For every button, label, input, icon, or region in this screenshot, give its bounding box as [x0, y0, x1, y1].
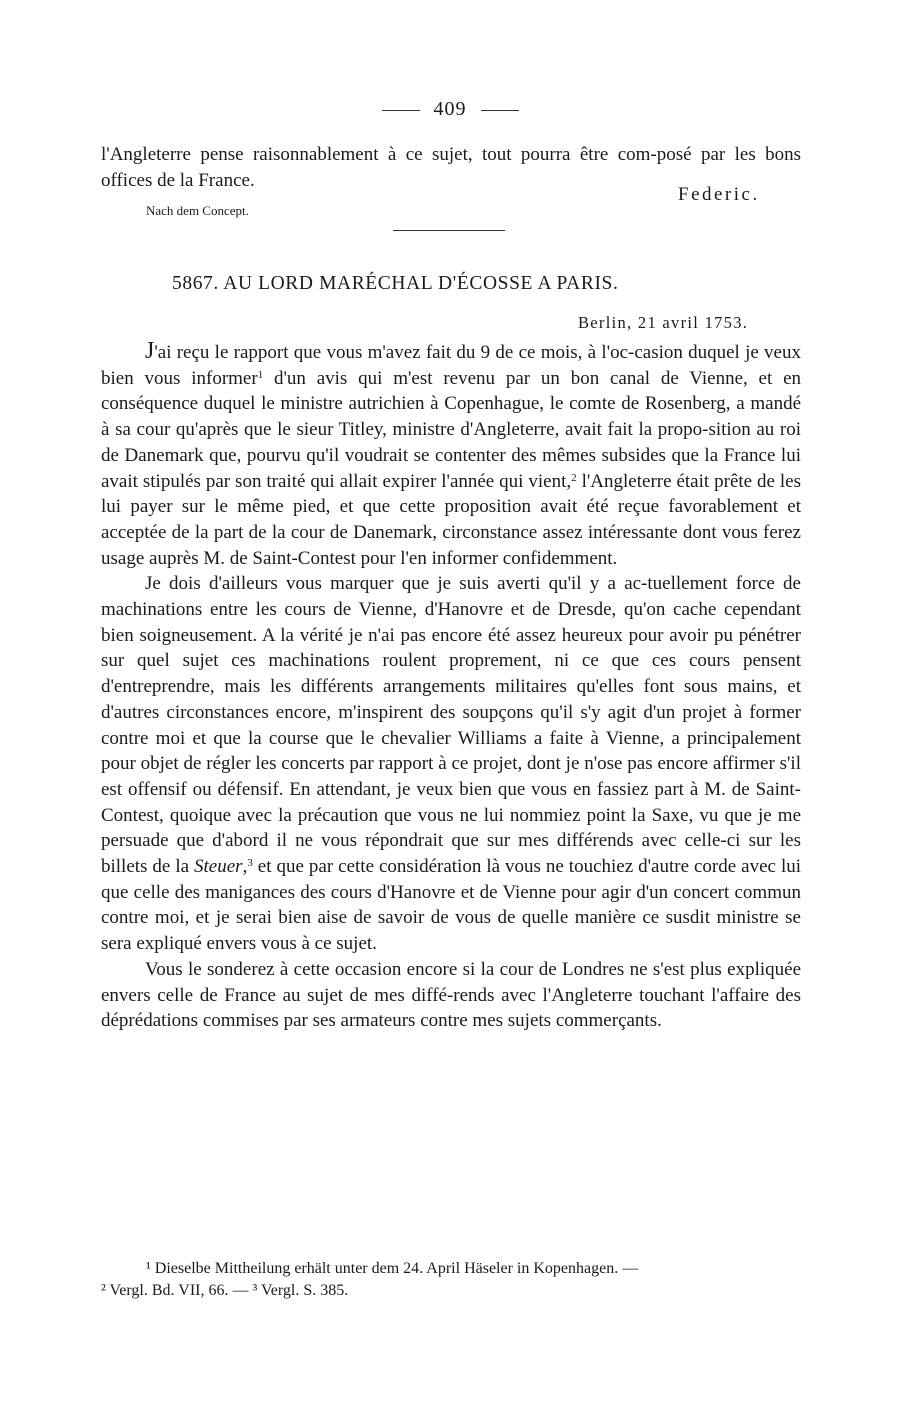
letter-body: [101, 339, 801, 1034]
paragraph-1-part-b: d'un avis qui m'est revenu par un bon canal de Vienne, et en conséquence duquel le ministre autrichien à Copenhague, le comte de Rosenberg, a mandé à sa cour qu'après que le sieur Titley, ministre d'Angleterre, avait fait la propo-sition au roi de Danemark que, pourvu qu'il voudrait se contenter des mêmes subsides que la France lui avait stipulés par son traité qui allait expirer l'année qui vient,: [101, 367, 801, 492]
footnote-ref-3: 3: [247, 857, 253, 870]
section-divider: [393, 230, 505, 231]
paragraph-2-part-a: Je dois d'ailleurs vous marquer que je suis averti qu'il y a ac-tuellement force de machinations entre les cours de Vienne, d'Hanovre et de Dresde, qu'on cache cependant bien soigneusement. A la vérité je n'ai pas encore été assez heureux pour avoir pu pénétrer sur quel sujet ces machinations roulent proprement, ni ce que ces cours pensent d'entreprendre, mais les différents arrangements militaires qu'elles font sous mains, et d'autres circonstances encore, m'inspirent des soupçons qu'il s'y agit d'un projet à former contre moi et que la course que le chevalier Williams a faite à Vienne, a principalement pour objet de régler les concerts par rapport à ce projet, dont je n'ose pas encore affirmer s'il est offensif ou défensif. En attendant, je veux bien que vous en fassiez part à M. de Saint-Contest, quoique avec la précaution que vous ne lui nommiez point la Saxe, vu que je me persuade que d'abord il ne vous répondrait que sur mes différends avec celle-ci sur les billets de la: [101, 573, 801, 878]
paragraph-1-part-c: l'Angleterre était prête de les lui payer sur le même pied, et que cette proposition avait été reçue favorablement et acceptée de la part de la cour de Danemark, circonstance assez intéressante dont vous ferez usage auprès M. de Saint-Contest pour l'en informer confidemment.: [101, 470, 802, 569]
paragraph-1-part-a: 'ai reçu le rapport que vous m'avez fait du 9 de ce mois, à l'oc-casion duquel je veux bien vous informer: [101, 342, 801, 389]
letter-title: 5867. AU LORD MARÉCHAL D'ÉCOSSE A PARIS.: [172, 273, 619, 294]
paragraph-3: Vous le sonderez à cette occasion encore si la cour de Londres ne s'est plus expliquée envers celle de France au sujet de mes diffé-rends avec l'Angleterre touchant l'affaire des déprédations commises par ses armateurs contre mes sujets commerçants.: [101, 958, 801, 1032]
header-dash-left: [382, 110, 420, 111]
paragraph-1: [101, 339, 801, 571]
page-header: [0, 98, 900, 121]
signature: Federic.: [678, 184, 760, 205]
paragraph-2-part-b: et que par cette considération là vous ne touchiez d'autre corde avec lui que celle des manigances des cours d'Hanovre et de Vienne pour agir d'un concert commun contre moi, et je serai bien aise de savoir de vous de quelle manière ce susdit ministre se sera expliqué envers vous à ce sujet.: [101, 856, 801, 955]
previous-letter-text: l'Angleterre pense raisonnablement à ce sujet, tout pourra être com-posé par les bons offices de la France.: [101, 144, 801, 191]
source-note: Nach dem Concept.: [146, 203, 249, 218]
footnote-ref-2: 2: [571, 471, 577, 484]
footnotes: [101, 1258, 806, 1302]
place-date: Berlin, 21 avril 1753.: [578, 313, 749, 332]
footnote-line-1: ¹ Dieselbe Mittheilung erhält unter dem 24. April Häseler in Kopenhagen. —: [146, 1260, 639, 1277]
italic-steuer: Steuer: [194, 856, 243, 878]
header-dash-right: [481, 110, 519, 111]
footnote-ref-1: 1: [257, 368, 264, 381]
paragraph-2: Je dois d'ailleurs vous marquer que je suis averti qu'il y a ac-tuellement force de machinations entre les cours de Vienne, d'Hanovre et de Dresde, qu'on cache cependant bien soigneusement. A la vérité je n'ai pas encore été assez heureux pour avoir pu pénétrer sur quel sujet ces machinations roulent proprement, ni ce que ces cours pensent d'entreprendre, mais les différents arrangements militaires qu'elles font sous mains, et d'autres circonstances encore, m'inspirent des soupçons qu'il s'y agit d'un projet à former contre moi et que la course que le chevalier Williams a faite à Vienne, a principalement pour objet de régler les concerts par rapport à ce projet, dont je n'ose pas encore affirmer s'il est offensif ou défensif. En attendant, je veux bien que vous en fassiez part à M. de Saint-Contest, quoique avec la précaution que vous ne lui nommiez point la Saxe, vu que je me persuade que d'abord il ne vous répondrait que sur mes différends avec celle-ci sur les billets de la Steuer,$^3$ et que par cette considération là vous ne touchiez d'autre corde avec lui que celle des manigances des cours d'Hanovre et de Vienne pour agir d'un concert commun contre moi, et je serai bien aise de savoir de vous de quelle manière ce susdit ministre se sera expliqué envers vous à ce sujet.: [101, 573, 801, 955]
page-number: 409: [433, 98, 467, 120]
dropcap: J: [145, 338, 155, 364]
footnote-line-2: ² Vergl. Bd. VII, 66. — ³ Vergl. S. 385.: [101, 1282, 349, 1299]
